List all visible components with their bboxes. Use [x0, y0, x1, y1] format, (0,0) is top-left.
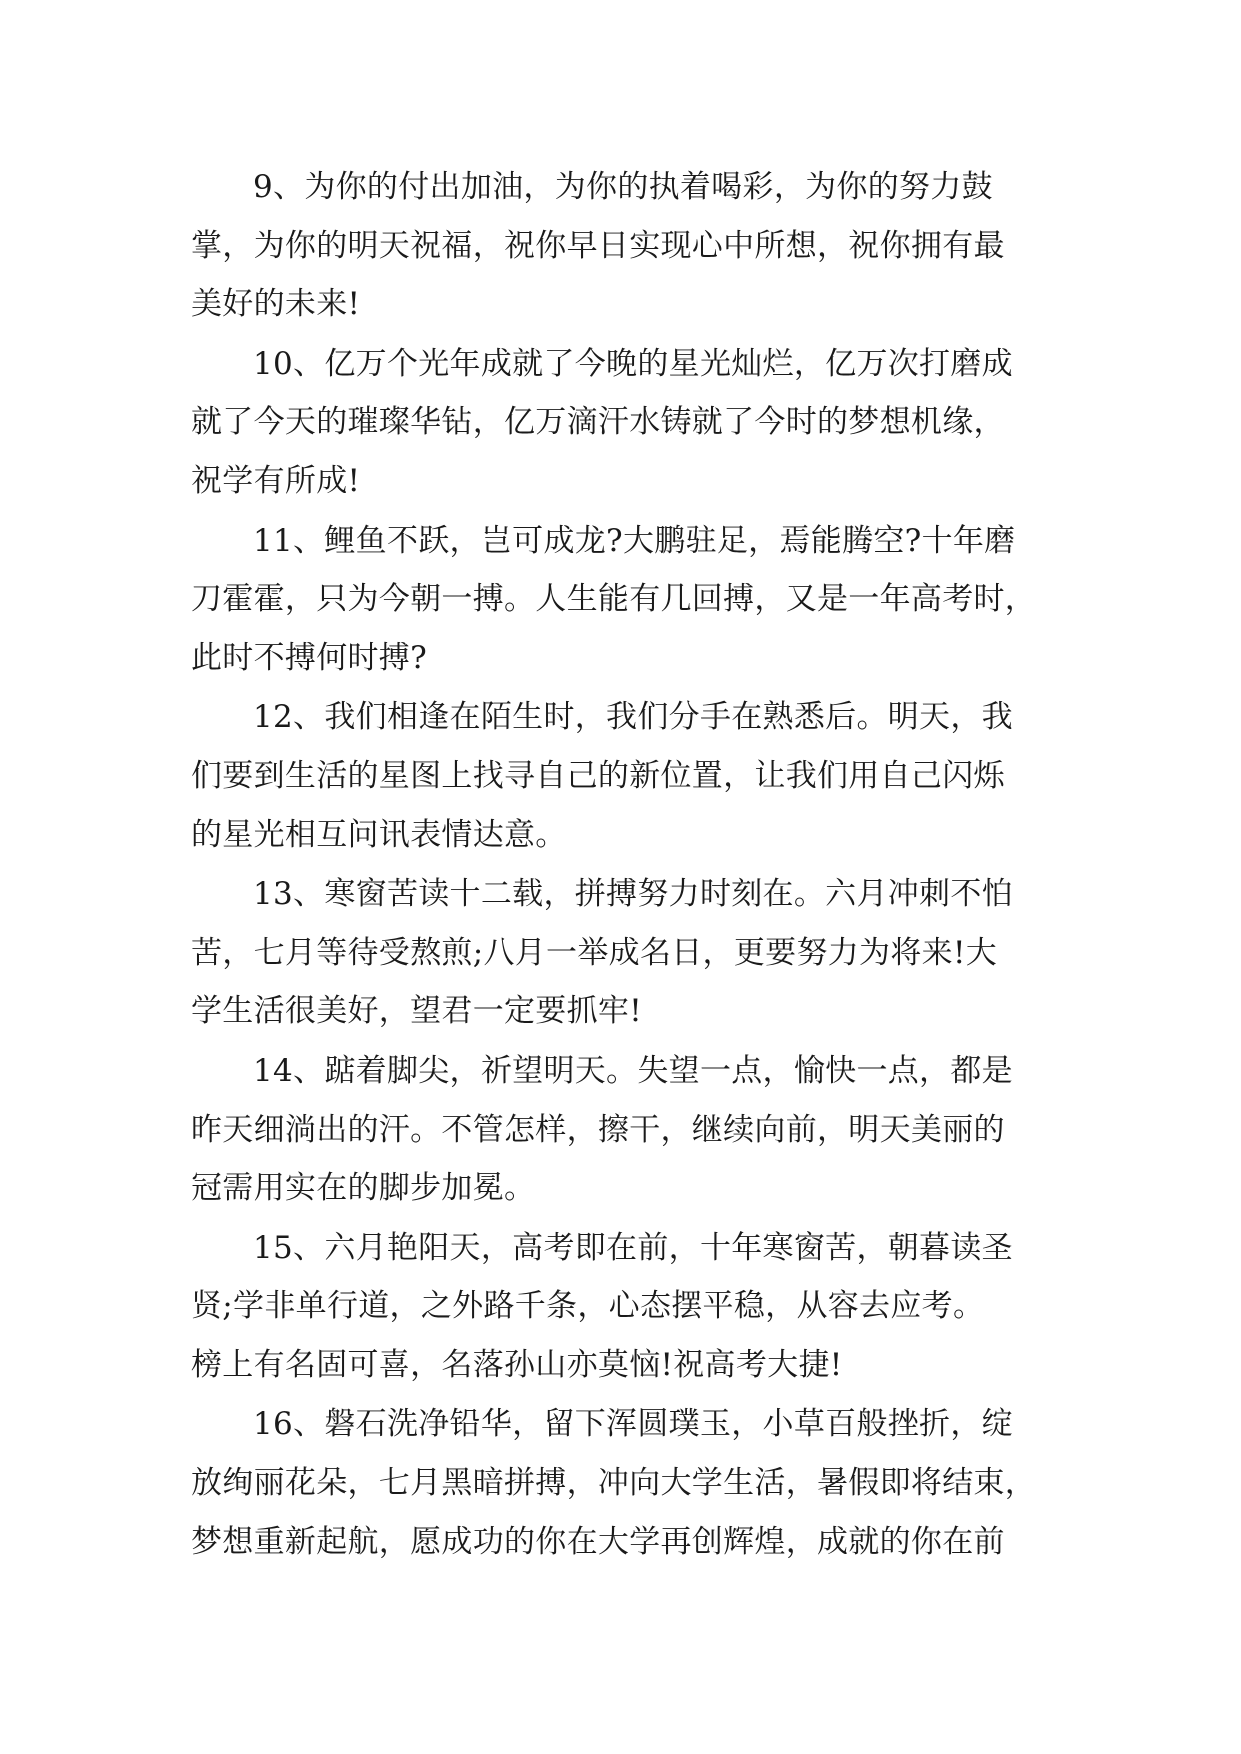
paragraph-line: 冠需用实在的脚步加冕。 [191, 1170, 536, 1207]
paragraph-line: 梦想重新起航，愿成功的你在大学再创辉煌，成就的你在前 [191, 1523, 1005, 1560]
paragraph-line: 9、为你的付出加油，为你的执着喝彩，为你的努力鼓 [253, 169, 993, 205]
paragraph-line: 14、踮着脚尖，祈望明天。失望一点，愉快一点，都是 [253, 1052, 1013, 1089]
paragraph-line: 15、六月艳阳天，高考即在前，十年寒窗苦，朝暮读圣 [253, 1229, 1013, 1266]
paragraph-line: 的星光相互问讯表情达意。 [191, 816, 567, 853]
paragraph-16 [191, 1395, 1051, 1571]
paragraph-line: 榜上有名固可喜，名落孙山亦莫恼!祝高考大捷! [191, 1346, 843, 1383]
paragraph-line: 贤;学非单行道，之外路千条，心态摆平稳，从容去应考。 [191, 1288, 985, 1325]
paragraph-line: 们要到生活的星图上找寻自己的新位置，让我们用自己闪烁 [191, 757, 1005, 794]
paragraph-line: 此时不搏何时搏? [191, 639, 428, 676]
paragraph-15 [191, 1219, 1051, 1395]
paragraph-14 [191, 1042, 1051, 1218]
paragraph-12 [191, 688, 1051, 864]
paragraph-line: 12、我们相逢在陌生时，我们分手在熟悉后。明天，我 [253, 699, 1013, 736]
paragraph-line: 美好的未来! [191, 286, 361, 323]
document-body [191, 158, 1051, 1572]
paragraph-line: 11、鲤鱼不跃，岂可成龙?大鹏驻足，焉能腾空?十年磨 [253, 522, 1016, 559]
paragraph-line: 就了今天的璀璨华钻，亿万滴汗水铸就了今时的梦想机缘， [191, 404, 1005, 441]
paragraph-13 [191, 865, 1051, 1041]
paragraph-line: 13、寒窗苦读十二载，拼搏努力时刻在。六月冲刺不怕 [253, 876, 1013, 913]
paragraph-line: 掌，为你的明天祝福，祝你早日实现心中所想，祝你拥有最 [191, 227, 1005, 264]
paragraph-10 [191, 335, 1051, 511]
paragraph-line: 16、磐石洗净铅华，留下浑圆璞玉，小草百般挫折，绽 [253, 1406, 1013, 1443]
paragraph-line: 放绚丽花朵，七月黑暗拼搏，冲向大学生活，暑假即将结束， [191, 1465, 1037, 1502]
paragraph-line: 刀霍霍，只为今朝一搏。人生能有几回搏，又是一年高考时， [191, 581, 1037, 618]
paragraph-line: 祝学有所成! [191, 462, 361, 499]
paragraph-line: 10、亿万个光年成就了今晚的星光灿烂，亿万次打磨成 [253, 345, 1013, 382]
paragraph-9 [191, 158, 1051, 334]
paragraph-line: 昨天细淌出的汗。不管怎样，擦干，继续向前，明天美丽的 [191, 1111, 1005, 1148]
paragraph-11 [191, 512, 1051, 688]
paragraph-line: 学生活很美好，望君一定要抓牢! [191, 993, 642, 1030]
paragraph-line: 苦，七月等待受熬煎;八月一举成名日，更要努力为将来!大 [191, 934, 997, 971]
